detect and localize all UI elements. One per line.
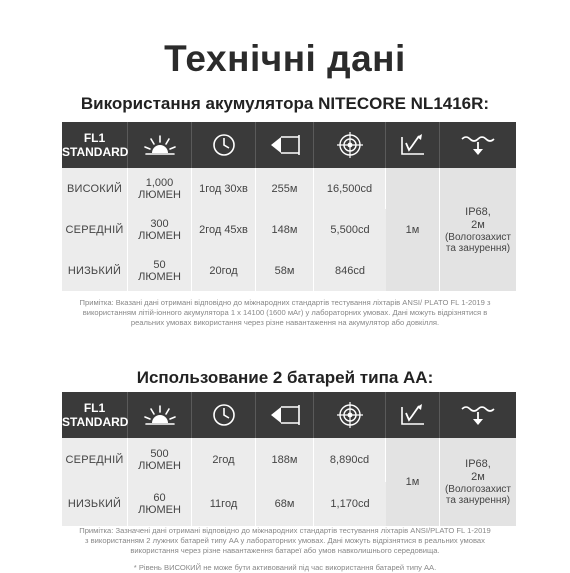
distance-cell: 255м <box>256 168 314 209</box>
peak-intensity-icon <box>314 392 386 438</box>
output-cell <box>128 438 192 482</box>
waterproof-desc1: (Вологозахист <box>444 231 512 243</box>
intensity-cell: 5,500cd <box>314 209 386 250</box>
distance-cell: 68м <box>256 482 314 526</box>
standard-label: STANDARD <box>62 145 129 159</box>
standard-label: STANDARD <box>62 415 129 429</box>
output-cell <box>128 482 192 526</box>
runtime-cell: 2год 45хв <box>192 209 256 250</box>
section1-heading: Використання акумулятора NITECORE NL1416R: <box>80 94 490 113</box>
mode-cell: НИЗЬКИЙ <box>62 250 128 291</box>
runtime-cell: 1год 30хв <box>192 168 256 209</box>
intensity-cell: 1,170cd <box>314 482 386 526</box>
output-unit: ЛЮМЕН <box>138 504 181 516</box>
impact-cell: 1м <box>386 438 440 526</box>
peak-intensity-icon <box>314 122 386 168</box>
brightness-icon <box>128 122 192 168</box>
distance-cell: 188м <box>256 438 314 482</box>
runtime-clock-icon <box>192 392 256 438</box>
spec-table-aa <box>62 392 516 526</box>
table-row <box>62 168 516 209</box>
waterproof-depth: 2м <box>471 218 485 231</box>
spec-table-battery <box>62 122 516 291</box>
waterproof-rating: IP68, <box>465 458 491 470</box>
output-unit: ЛЮМЕН <box>138 460 181 472</box>
mode-cell: ВИСОКИЙ <box>62 168 128 209</box>
table-header-row <box>62 122 516 168</box>
runtime-cell: 2год <box>192 438 256 482</box>
mode-cell: СЕРЕДНІЙ <box>62 209 128 250</box>
impact-resistance-icon <box>386 392 440 438</box>
distance-cell: 58м <box>256 250 314 291</box>
fl1-standard-header <box>62 122 128 168</box>
mode-cell: СЕРЕДНІЙ <box>62 438 128 482</box>
distance-cell: 148м <box>256 209 314 250</box>
waterproof-desc2: та занурення) <box>445 495 511 506</box>
page-title: Технічні дані <box>164 38 406 79</box>
table-header-row <box>62 392 516 438</box>
intensity-cell: 846cd <box>314 250 386 291</box>
waterproof-icon <box>440 122 516 168</box>
waterproof-cell <box>440 168 516 291</box>
section2-note: Примітка: Зазначені дані отримані відповідно до міжнародних стандартів тестування ліхтарів ANSI/PLATO FL 1-2019 з використанням 2 лужних батарей типу AA у лабораторних умовах. Дані можуть відрізнятися в реальних умовах використання через різне навантаження батареї або умов навколишнього середовища. <box>79 526 491 555</box>
waterproof-icon <box>440 392 516 438</box>
section2-heading: Использование 2 батарей типа АА: <box>136 368 434 387</box>
output-value: 1,000 <box>145 176 174 189</box>
section1-note: Примітка: Вказані дані отримані відповідно до міжнародних стандартів тестування ліхтарів ANSI/ PLATO FL 1-2019 з використанням літій-іонного акумулятора 1 x 14100 (1600 мАг) у лабораторних умовах. Дані можуть відрізнятися в реальних умовах використання через різне навантаження на акумулятор або довкілля. <box>79 298 491 327</box>
impact-resistance-icon <box>386 122 440 168</box>
beam-distance-icon <box>256 122 314 168</box>
waterproof-desc1: (Вологозахист <box>444 484 512 495</box>
output-unit: ЛЮМЕН <box>138 229 181 242</box>
runtime-cell: 20год <box>192 250 256 291</box>
output-value: 60 <box>153 492 166 504</box>
output-cell <box>128 250 192 291</box>
intensity-cell: 16,500cd <box>314 168 386 209</box>
output-cell <box>128 209 192 250</box>
output-unit: ЛЮМЕН <box>138 270 181 283</box>
waterproof-rating: IP68, <box>465 205 491 218</box>
intensity-cell: 8,890cd <box>314 438 386 482</box>
output-value: 50 <box>153 258 166 271</box>
mode-cell: НИЗЬКИЙ <box>62 482 128 526</box>
impact-cell: 1м <box>386 168 440 291</box>
brightness-icon <box>128 392 192 438</box>
waterproof-depth: 2м <box>471 471 485 483</box>
output-value: 500 <box>150 448 169 460</box>
section2-footnote: * Рівень ВИСОКИЙ не може бути активований під час використання батарей типу AA. <box>133 563 437 572</box>
runtime-clock-icon <box>192 122 256 168</box>
waterproof-cell <box>440 438 516 526</box>
output-unit: ЛЮМЕН <box>138 188 181 201</box>
fl1-label: FL1 <box>83 131 106 145</box>
beam-distance-icon <box>256 392 314 438</box>
waterproof-desc2: та занурення) <box>445 242 511 254</box>
fl1-label: FL1 <box>83 401 106 415</box>
table-row <box>62 438 516 482</box>
output-cell <box>128 168 192 209</box>
fl1-standard-header <box>62 392 128 438</box>
output-value: 300 <box>150 217 169 230</box>
runtime-cell: 11год <box>192 482 256 526</box>
